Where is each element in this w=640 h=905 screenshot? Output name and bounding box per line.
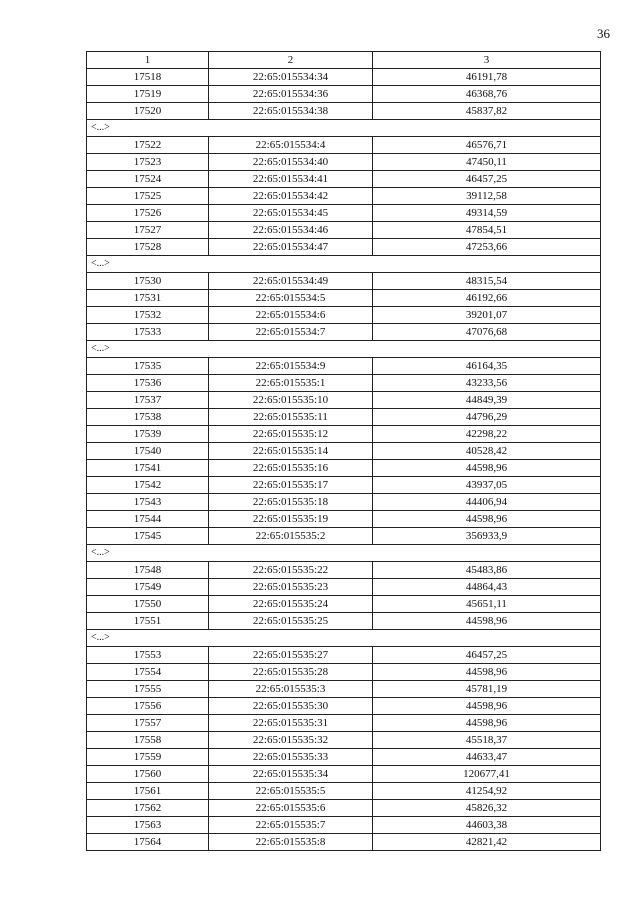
table-row <box>87 562 601 579</box>
table-row <box>87 137 601 154</box>
cell-cadastral-number: 22:65:015535:8 <box>209 834 373 851</box>
table-row <box>87 613 601 630</box>
cell-number: 17561 <box>87 783 209 800</box>
cell-number: 17542 <box>87 477 209 494</box>
data-table <box>86 51 601 851</box>
table-row <box>87 375 601 392</box>
table-row <box>87 392 601 409</box>
cell-cadastral-number: 22:65:015535:12 <box>209 426 373 443</box>
cell-cadastral-number: 22:65:015535:19 <box>209 511 373 528</box>
cell-number: 17553 <box>87 647 209 664</box>
gap-marker: <...> <box>87 256 601 273</box>
cell-number: 17558 <box>87 732 209 749</box>
table-row <box>87 681 601 698</box>
cell-cadastral-number: 22:65:015534:5 <box>209 290 373 307</box>
cell-value: 40528,42 <box>373 443 601 460</box>
cell-number: 17535 <box>87 358 209 375</box>
table-row <box>87 409 601 426</box>
column-header-3: 3 <box>373 52 601 69</box>
cell-value: 43233,56 <box>373 375 601 392</box>
column-header-1: 1 <box>87 52 209 69</box>
table-row <box>87 749 601 766</box>
cell-number: 17522 <box>87 137 209 154</box>
cell-value: 46164,35 <box>373 358 601 375</box>
table-row <box>87 528 601 545</box>
table-row <box>87 358 601 375</box>
table-row <box>87 596 601 613</box>
cell-cadastral-number: 22:65:015535:18 <box>209 494 373 511</box>
cell-value: 43937,05 <box>373 477 601 494</box>
table-row <box>87 69 601 86</box>
cell-value: 44864,43 <box>373 579 601 596</box>
cell-cadastral-number: 22:65:015535:14 <box>209 443 373 460</box>
cell-value: 47854,51 <box>373 222 601 239</box>
cell-cadastral-number: 22:65:015535:10 <box>209 392 373 409</box>
cell-number: 17564 <box>87 834 209 851</box>
table-row <box>87 290 601 307</box>
cell-cadastral-number: 22:65:015535:6 <box>209 800 373 817</box>
gap-marker: <...> <box>87 630 601 647</box>
cell-number: 17533 <box>87 324 209 341</box>
cell-cadastral-number: 22:65:015535:33 <box>209 749 373 766</box>
cell-value: 46368,76 <box>373 86 601 103</box>
table-body <box>87 69 601 851</box>
table-row <box>87 732 601 749</box>
cell-number: 17525 <box>87 188 209 205</box>
table-row <box>87 307 601 324</box>
table-row <box>87 426 601 443</box>
cell-value: 46191,78 <box>373 69 601 86</box>
cell-number: 17518 <box>87 69 209 86</box>
cell-number: 17537 <box>87 392 209 409</box>
table-row <box>87 664 601 681</box>
cell-number: 17560 <box>87 766 209 783</box>
gap-row <box>87 630 601 647</box>
cell-number: 17548 <box>87 562 209 579</box>
cell-value: 42821,42 <box>373 834 601 851</box>
cell-number: 17543 <box>87 494 209 511</box>
cell-number: 17551 <box>87 613 209 630</box>
table-row <box>87 477 601 494</box>
table-row <box>87 817 601 834</box>
cell-cadastral-number: 22:65:015535:17 <box>209 477 373 494</box>
cell-cadastral-number: 22:65:015534:38 <box>209 103 373 120</box>
cell-value: 39112,58 <box>373 188 601 205</box>
table-row <box>87 800 601 817</box>
table-row <box>87 86 601 103</box>
gap-row <box>87 120 601 137</box>
cell-value: 49314,59 <box>373 205 601 222</box>
table-row <box>87 171 601 188</box>
cell-number: 17524 <box>87 171 209 188</box>
cell-cadastral-number: 22:65:015535:25 <box>209 613 373 630</box>
table-row <box>87 222 601 239</box>
page-number: 36 <box>597 26 610 41</box>
cell-value: 120677,41 <box>373 766 601 783</box>
cell-cadastral-number: 22:65:015535:30 <box>209 698 373 715</box>
cell-value: 39201,07 <box>373 307 601 324</box>
cell-number: 17563 <box>87 817 209 834</box>
cell-cadastral-number: 22:65:015535:27 <box>209 647 373 664</box>
cell-value: 42298,22 <box>373 426 601 443</box>
table-row <box>87 239 601 256</box>
cell-cadastral-number: 22:65:015534:42 <box>209 188 373 205</box>
cell-cadastral-number: 22:65:015535:3 <box>209 681 373 698</box>
cell-number: 17528 <box>87 239 209 256</box>
cell-value: 44598,96 <box>373 511 601 528</box>
cell-number: 17539 <box>87 426 209 443</box>
cell-value: 46576,71 <box>373 137 601 154</box>
cell-number: 17549 <box>87 579 209 596</box>
table-row <box>87 154 601 171</box>
cell-value: 44849,39 <box>373 392 601 409</box>
cell-cadastral-number: 22:65:015534:36 <box>209 86 373 103</box>
gap-marker: <...> <box>87 545 601 562</box>
cell-value: 46192,66 <box>373 290 601 307</box>
cell-cadastral-number: 22:65:015535:1 <box>209 375 373 392</box>
cell-value: 44598,96 <box>373 664 601 681</box>
cell-cadastral-number: 22:65:015535:31 <box>209 715 373 732</box>
gap-row <box>87 545 601 562</box>
cell-cadastral-number: 22:65:015534:34 <box>209 69 373 86</box>
table-row <box>87 766 601 783</box>
cell-value: 44406,94 <box>373 494 601 511</box>
cell-value: 44598,96 <box>373 715 601 732</box>
cell-cadastral-number: 22:65:015535:5 <box>209 783 373 800</box>
cell-value: 45518,37 <box>373 732 601 749</box>
cell-value: 47076,68 <box>373 324 601 341</box>
cell-cadastral-number: 22:65:015535:22 <box>209 562 373 579</box>
cell-number: 17531 <box>87 290 209 307</box>
cell-value: 45781,19 <box>373 681 601 698</box>
cell-value: 44598,96 <box>373 698 601 715</box>
cell-cadastral-number: 22:65:015535:7 <box>209 817 373 834</box>
table-row <box>87 511 601 528</box>
cell-cadastral-number: 22:65:015534:45 <box>209 205 373 222</box>
header-row <box>87 52 601 69</box>
cell-number: 17527 <box>87 222 209 239</box>
cell-cadastral-number: 22:65:015535:23 <box>209 579 373 596</box>
cell-number: 17554 <box>87 664 209 681</box>
cell-value: 44603,38 <box>373 817 601 834</box>
cell-cadastral-number: 22:65:015535:28 <box>209 664 373 681</box>
cell-cadastral-number: 22:65:015535:11 <box>209 409 373 426</box>
cell-cadastral-number: 22:65:015534:41 <box>209 171 373 188</box>
cell-value: 356933,9 <box>373 528 601 545</box>
cell-value: 46457,25 <box>373 647 601 664</box>
cell-cadastral-number: 22:65:015534:40 <box>209 154 373 171</box>
cell-cadastral-number: 22:65:015534:4 <box>209 137 373 154</box>
cell-number: 17530 <box>87 273 209 290</box>
cell-number: 17562 <box>87 800 209 817</box>
cell-value: 47450,11 <box>373 154 601 171</box>
cell-value: 44598,96 <box>373 613 601 630</box>
table-row <box>87 783 601 800</box>
cell-number: 17550 <box>87 596 209 613</box>
cell-number: 17544 <box>87 511 209 528</box>
cell-number: 17559 <box>87 749 209 766</box>
cell-cadastral-number: 22:65:015535:34 <box>209 766 373 783</box>
table-row <box>87 494 601 511</box>
table-row <box>87 460 601 477</box>
column-header-2: 2 <box>209 52 373 69</box>
cell-cadastral-number: 22:65:015534:49 <box>209 273 373 290</box>
gap-marker: <...> <box>87 120 601 137</box>
cell-value: 45483,86 <box>373 562 601 579</box>
cell-number: 17536 <box>87 375 209 392</box>
table-row <box>87 188 601 205</box>
cell-number: 17538 <box>87 409 209 426</box>
cell-cadastral-number: 22:65:015535:2 <box>209 528 373 545</box>
cell-value: 45651,11 <box>373 596 601 613</box>
cell-cadastral-number: 22:65:015535:24 <box>209 596 373 613</box>
table-row <box>87 647 601 664</box>
cell-number: 17519 <box>87 86 209 103</box>
cell-number: 17523 <box>87 154 209 171</box>
cell-value: 45826,32 <box>373 800 601 817</box>
gap-marker: <...> <box>87 341 601 358</box>
cell-number: 17556 <box>87 698 209 715</box>
cell-cadastral-number: 22:65:015534:47 <box>209 239 373 256</box>
table-row <box>87 273 601 290</box>
cell-cadastral-number: 22:65:015534:46 <box>209 222 373 239</box>
cell-number: 17540 <box>87 443 209 460</box>
cell-number: 17532 <box>87 307 209 324</box>
cell-value: 44796,29 <box>373 409 601 426</box>
cell-number: 17555 <box>87 681 209 698</box>
cell-cadastral-number: 22:65:015534:7 <box>209 324 373 341</box>
cell-number: 17526 <box>87 205 209 222</box>
gap-row <box>87 341 601 358</box>
cell-cadastral-number: 22:65:015535:16 <box>209 460 373 477</box>
cell-number: 17520 <box>87 103 209 120</box>
cell-value: 47253,66 <box>373 239 601 256</box>
table-header <box>87 52 601 69</box>
table-row <box>87 103 601 120</box>
table-row <box>87 698 601 715</box>
table-row <box>87 579 601 596</box>
cell-value: 48315,54 <box>373 273 601 290</box>
cell-cadastral-number: 22:65:015535:32 <box>209 732 373 749</box>
table-row <box>87 834 601 851</box>
cell-value: 45837,82 <box>373 103 601 120</box>
table-row <box>87 205 601 222</box>
table-row <box>87 715 601 732</box>
cell-number: 17541 <box>87 460 209 477</box>
table-row <box>87 443 601 460</box>
table-row <box>87 324 601 341</box>
gap-row <box>87 256 601 273</box>
cell-value: 41254,92 <box>373 783 601 800</box>
cell-cadastral-number: 22:65:015534:6 <box>209 307 373 324</box>
cell-number: 17557 <box>87 715 209 732</box>
cell-value: 46457,25 <box>373 171 601 188</box>
cell-cadastral-number: 22:65:015534:9 <box>209 358 373 375</box>
cell-number: 17545 <box>87 528 209 545</box>
cell-value: 44598,96 <box>373 460 601 477</box>
cell-value: 44633,47 <box>373 749 601 766</box>
